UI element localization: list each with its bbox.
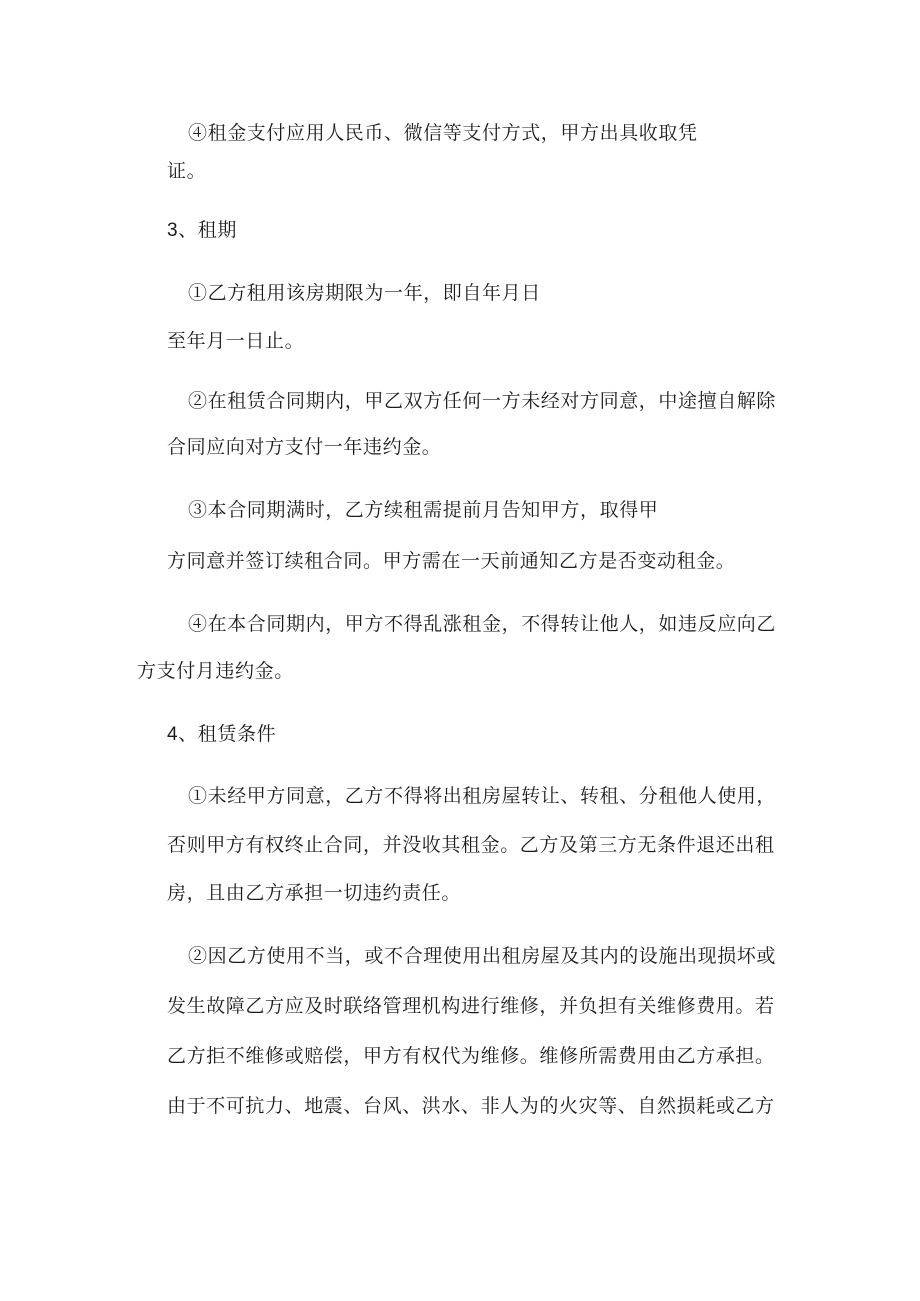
text-line: 房，且由乙方承担一切违约责任。 <box>167 882 462 904</box>
text-line: ②因乙方使用不当，或不合理使用出租房屋及其内的设施出现损坏或 <box>188 945 777 967</box>
text-line: 方同意并签订续租合同。甲方需在一天前通知乙方是否变动租金。 <box>167 550 736 572</box>
text-line: ①未经甲方同意，乙方不得将出租房屋转让、转租、分租他人使用， <box>188 785 777 807</box>
text-line: ④租金支付应用人民币、微信等支付方式，甲方出具收取凭 <box>188 122 698 144</box>
text-line: ②在租赁合同期内，甲乙双方任何一方未经对方同意，中途擅自解除 <box>188 390 777 412</box>
text-line: 由于不可抗力、地震、台风、洪水、非人为的火灾等、自然损耗或乙方 <box>167 1095 775 1117</box>
text-line: ①乙方租用该房期限为一年，即自年月日 <box>188 282 541 304</box>
text-line: 合同应向对方支付一年违约金。 <box>167 436 442 458</box>
text-line: 否则甲方有权终止合同，并没收其租金。乙方及第三方无条件退还出租 <box>167 834 775 856</box>
text-line: 证。 <box>167 160 207 182</box>
text-line: 发生故障乙方应及时联络管理机构进行维修，并负担有关维修费用。若 <box>167 995 775 1017</box>
text-line: 乙方拒不维修或赔偿，甲方有权代为维修。维修所需费用由乙方承担。 <box>167 1045 775 1067</box>
text-line: ③本合同期满时，乙方续租需提前月告知甲方，取得甲 <box>188 499 659 521</box>
section-heading: 4、租赁条件 <box>167 724 277 745</box>
section-heading: 3、租期 <box>167 220 237 241</box>
text-line: ④在本合同期内，甲方不得乱涨租金，不得转让他人，如违反应向乙 <box>188 613 777 635</box>
text-line: 至年月一日止。 <box>167 330 305 352</box>
text-line: 方支付月违约金。 <box>137 660 294 682</box>
